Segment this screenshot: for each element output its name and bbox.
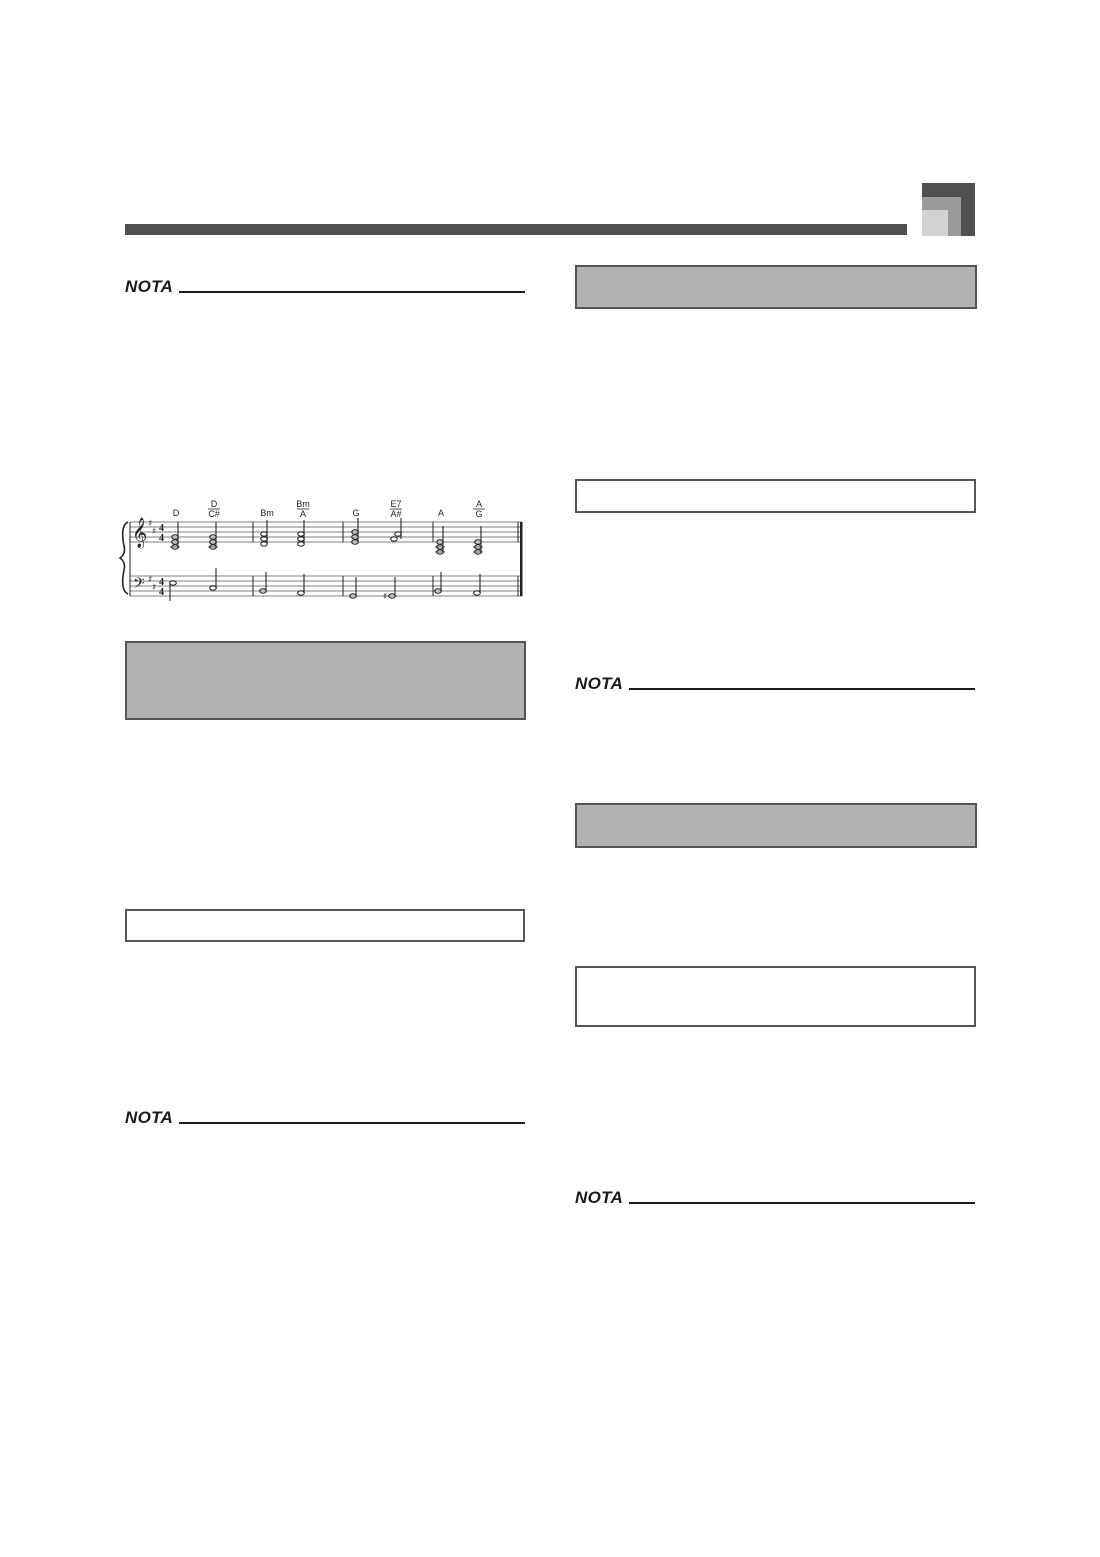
nota-rule: [629, 688, 975, 690]
chord-label: Bm: [296, 499, 310, 509]
nota-rule: [629, 1202, 975, 1204]
left-gray-box: [125, 641, 526, 720]
svg-text:4: 4: [159, 533, 164, 544]
header-bar: [125, 224, 907, 235]
right-gray-box-1: [575, 265, 977, 309]
nota-heading-2: [125, 1103, 525, 1127]
svg-text:4: 4: [159, 587, 164, 598]
bass-clef: 𝄢: [133, 575, 145, 596]
chord-label: A: [437, 508, 445, 518]
chord-label: D: [172, 508, 180, 518]
svg-text:♯: ♯: [152, 527, 157, 537]
right-white-box-1: [575, 479, 976, 513]
time-signature: [159, 523, 164, 598]
svg-text:♯: ♯: [148, 575, 153, 585]
svg-text:♯: ♯: [148, 519, 153, 529]
chord-bass-label: A: [299, 509, 307, 519]
right-gray-box-2: [575, 803, 977, 848]
treble-clef: 𝄞: [132, 518, 148, 548]
chord-bass-label: C#: [208, 509, 220, 519]
chord-symbol: [208, 499, 220, 519]
chord-symbol: [390, 499, 402, 519]
chord-label: G: [352, 508, 360, 518]
music-score: [118, 496, 530, 604]
chord-bass-label: A#: [390, 509, 402, 519]
nota-rule: [179, 291, 525, 293]
chord-symbol: [260, 508, 274, 518]
chord-symbol: [473, 499, 485, 519]
chord-label: Bm: [260, 508, 274, 518]
brace: [120, 522, 128, 594]
nota-heading-3: [575, 669, 975, 693]
svg-text:4: 4: [159, 523, 164, 534]
right-white-box-2: [575, 966, 976, 1027]
left-white-box: [125, 909, 525, 942]
nota-label: NOTA: [125, 1108, 174, 1127]
chord-bass-label: G: [475, 509, 483, 519]
barlines: [253, 522, 518, 596]
chord-label: A: [475, 499, 483, 509]
bass-key-signature: [148, 575, 156, 593]
chord-symbol: [438, 508, 444, 518]
chord-symbol: [352, 508, 359, 518]
chord-symbol: [173, 508, 180, 518]
nota-label: NOTA: [575, 1188, 624, 1207]
svg-text:♯: ♯: [152, 583, 157, 593]
nota-rule: [179, 1122, 525, 1124]
bass-staff: [130, 576, 522, 596]
corner-block-light: [922, 210, 948, 236]
nota-label: NOTA: [575, 674, 624, 693]
chord-symbols: [173, 499, 485, 519]
ledger-lines: [170, 547, 483, 552]
chord-symbol: [296, 499, 310, 519]
bass-sharp: ♯: [383, 592, 388, 602]
nota-label: NOTA: [125, 277, 174, 296]
nota-heading-4: [575, 1183, 975, 1207]
chord-label: E7: [390, 499, 402, 509]
treble-staff: [130, 522, 522, 542]
svg-text:4: 4: [159, 577, 164, 588]
nota-heading-1: [125, 272, 525, 296]
final-barline: [520, 522, 523, 596]
chord-label: D: [210, 499, 218, 509]
treble-notes: [172, 518, 482, 554]
